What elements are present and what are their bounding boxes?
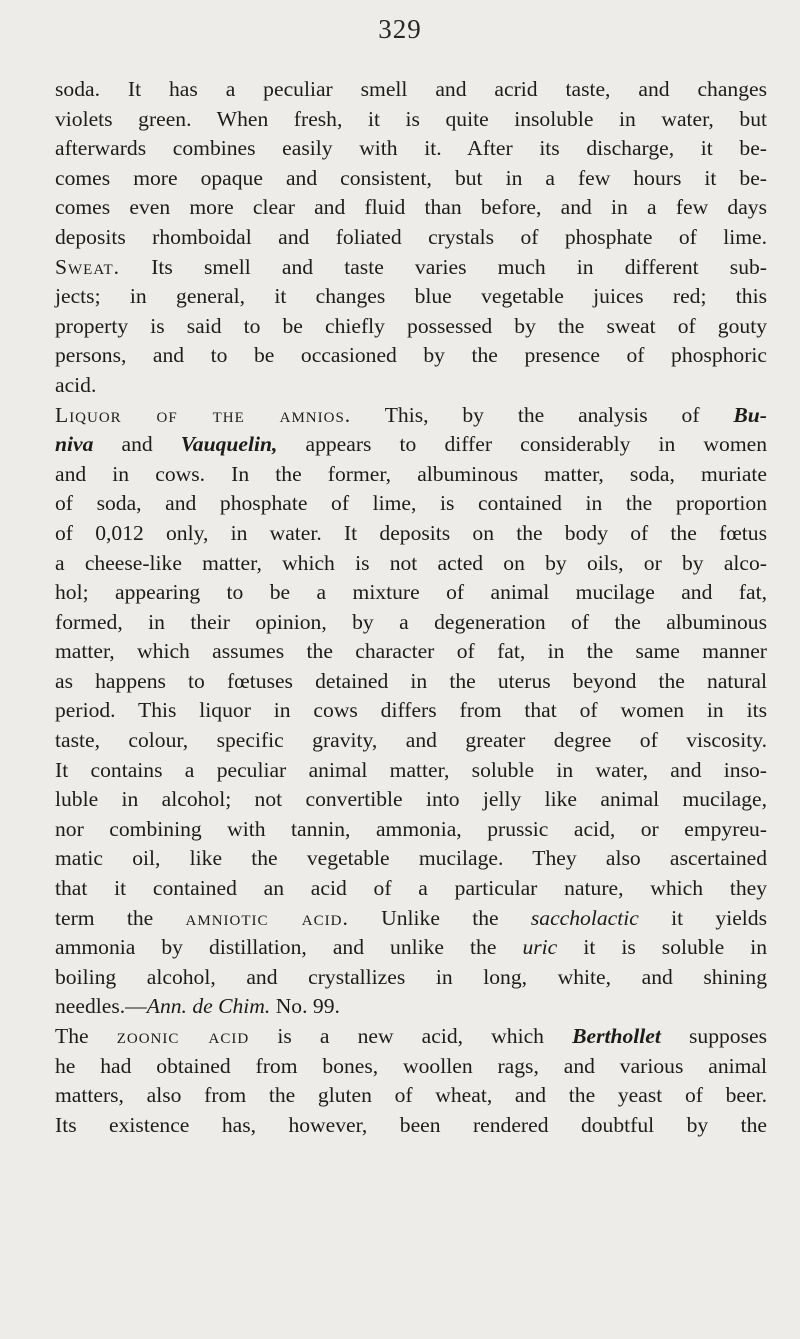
text-run: it yields xyxy=(638,905,767,930)
text-run: ammonia by distillation, and unlike the xyxy=(55,935,523,960)
text-line xyxy=(55,844,767,874)
text-run: and in cows. In the former, albuminous matter, soda, muriate xyxy=(55,461,767,486)
text-run: deposits rhomboidal and foliated crystals of phosphate of lime. xyxy=(55,224,767,249)
text-run: saccholactic xyxy=(530,905,639,930)
text-line xyxy=(55,785,767,815)
text-run: matters, also from the gluten of wheat, and the yeast of beer. xyxy=(55,1083,767,1108)
text-run: hol; appearing to be a mixture of animal mucilage and fat, xyxy=(55,580,767,605)
text-run: property is said to be chiefly possessed by the sweat of gouty xyxy=(55,313,767,338)
text-run: needles.— xyxy=(55,994,147,1019)
text-run: soda. It has a peculiar smell and acrid taste, and changes xyxy=(55,77,767,101)
text-line xyxy=(55,874,767,904)
page-number: 329 xyxy=(378,14,422,44)
text-run: violets green. When fresh, it is quite insoluble in water, but xyxy=(55,106,767,131)
text-run: Unlike the xyxy=(348,905,531,930)
text-run: Its existence has, however, been rendered doubtful by the xyxy=(55,1112,767,1137)
text-line xyxy=(55,815,767,845)
text-run: Ann. de Chim. xyxy=(146,994,271,1019)
text-run: of soda, and phosphate of lime, is contained in the proportion xyxy=(55,491,767,516)
text-run: appears to differ considerably in women xyxy=(277,432,767,457)
text-run: Vauquelin, xyxy=(180,432,278,457)
text-line xyxy=(55,312,767,342)
text-line xyxy=(55,756,767,786)
text-line xyxy=(55,726,767,756)
text-line xyxy=(55,105,767,135)
text-run: Berthollet xyxy=(572,1024,661,1048)
text-line xyxy=(55,401,767,431)
text-run: nor combining with tannin, ammonia, prussic acid, or empyreu- xyxy=(55,816,767,841)
text-line xyxy=(55,253,767,283)
text-run: Its smell and taste varies much in different sub- xyxy=(120,254,767,279)
text-run: supposes xyxy=(660,1024,767,1048)
text-run: Liquor of the amnios. xyxy=(55,402,352,427)
text-run: period. This liquor in cows differs from that of women in its xyxy=(55,698,767,723)
text-run: uric xyxy=(522,935,558,960)
text-line xyxy=(55,460,767,490)
text-run: matic oil, like the vegetable mucilage. They also ascertained xyxy=(55,846,767,871)
text-run: jects; in general, it changes blue vegetable juices red; this xyxy=(55,284,767,309)
text-line xyxy=(55,963,767,993)
text-line xyxy=(55,637,767,667)
text-run: zoonic acid xyxy=(116,1024,250,1048)
text-line xyxy=(55,696,767,726)
text-line xyxy=(55,992,767,1022)
text-line xyxy=(55,223,767,253)
text-run: comes even more clear and fluid than before, and in a few days xyxy=(55,195,767,220)
text-run: and xyxy=(93,432,181,457)
text-run: matter, which assumes the character of fat, in the same manner xyxy=(55,639,767,664)
text-run: No. 99. xyxy=(270,994,340,1019)
text-line xyxy=(55,1111,767,1141)
text-line xyxy=(55,164,767,194)
text-run: Sweat. xyxy=(55,254,121,279)
text-run: a cheese-like matter, which is not acted on by oils, or by alco- xyxy=(55,550,767,575)
text-run: niva xyxy=(55,432,94,457)
text-line xyxy=(55,578,767,608)
text-line xyxy=(55,667,767,697)
text-line xyxy=(55,1022,767,1052)
text-line xyxy=(55,519,767,549)
text-run: Bu- xyxy=(733,402,767,427)
text-line xyxy=(55,134,767,164)
text-line xyxy=(55,904,767,934)
text-line xyxy=(55,1052,767,1082)
text-run: that it contained an acid of a particular nature, which they xyxy=(55,876,767,901)
text-run: taste, colour, specific gravity, and greater degree of viscosity. xyxy=(55,728,767,753)
text-run: amniotic acid. xyxy=(185,905,349,930)
text-run: he had obtained from bones, woollen rags, and various animal xyxy=(55,1053,767,1078)
text-line xyxy=(55,933,767,963)
text-run: it is soluble in xyxy=(557,935,768,960)
text-run: It contains a peculiar animal matter, soluble in water, and inso- xyxy=(55,757,767,782)
text-run: boiling alcohol, and crystallizes in long, white, and shining xyxy=(55,964,767,989)
text-run: as happens to fœtuses detained in the uterus beyond the natural xyxy=(55,668,767,693)
text-line xyxy=(55,282,767,312)
body-text xyxy=(55,75,767,1140)
text-line xyxy=(55,75,767,105)
text-run: luble in alcohol; not convertible into jelly like animal mucilage, xyxy=(55,787,767,812)
text-line xyxy=(55,341,767,371)
text-run: The xyxy=(55,1024,117,1048)
text-run: acid. xyxy=(55,372,97,397)
text-run: comes more opaque and consistent, but in a few hours it be- xyxy=(55,165,767,190)
text-run: formed, in their opinion, by a degeneration of the albuminous xyxy=(55,609,767,634)
text-line xyxy=(55,430,767,460)
text-run: term the xyxy=(55,905,186,930)
text-line xyxy=(55,549,767,579)
text-run: afterwards combines easily with it. After its discharge, it be- xyxy=(55,136,767,161)
text-run: persons, and to be occasioned by the presence of phosphoric xyxy=(55,343,767,368)
text-line xyxy=(55,371,767,401)
text-run: This, by the analysis of xyxy=(351,402,734,427)
text-line xyxy=(55,608,767,638)
text-line xyxy=(55,1081,767,1111)
text-line xyxy=(55,193,767,223)
text-line xyxy=(55,489,767,519)
text-run: is a new acid, which xyxy=(249,1024,573,1048)
text-run: of 0,012 only, in water. It deposits on the body of the fœtus xyxy=(55,520,767,545)
